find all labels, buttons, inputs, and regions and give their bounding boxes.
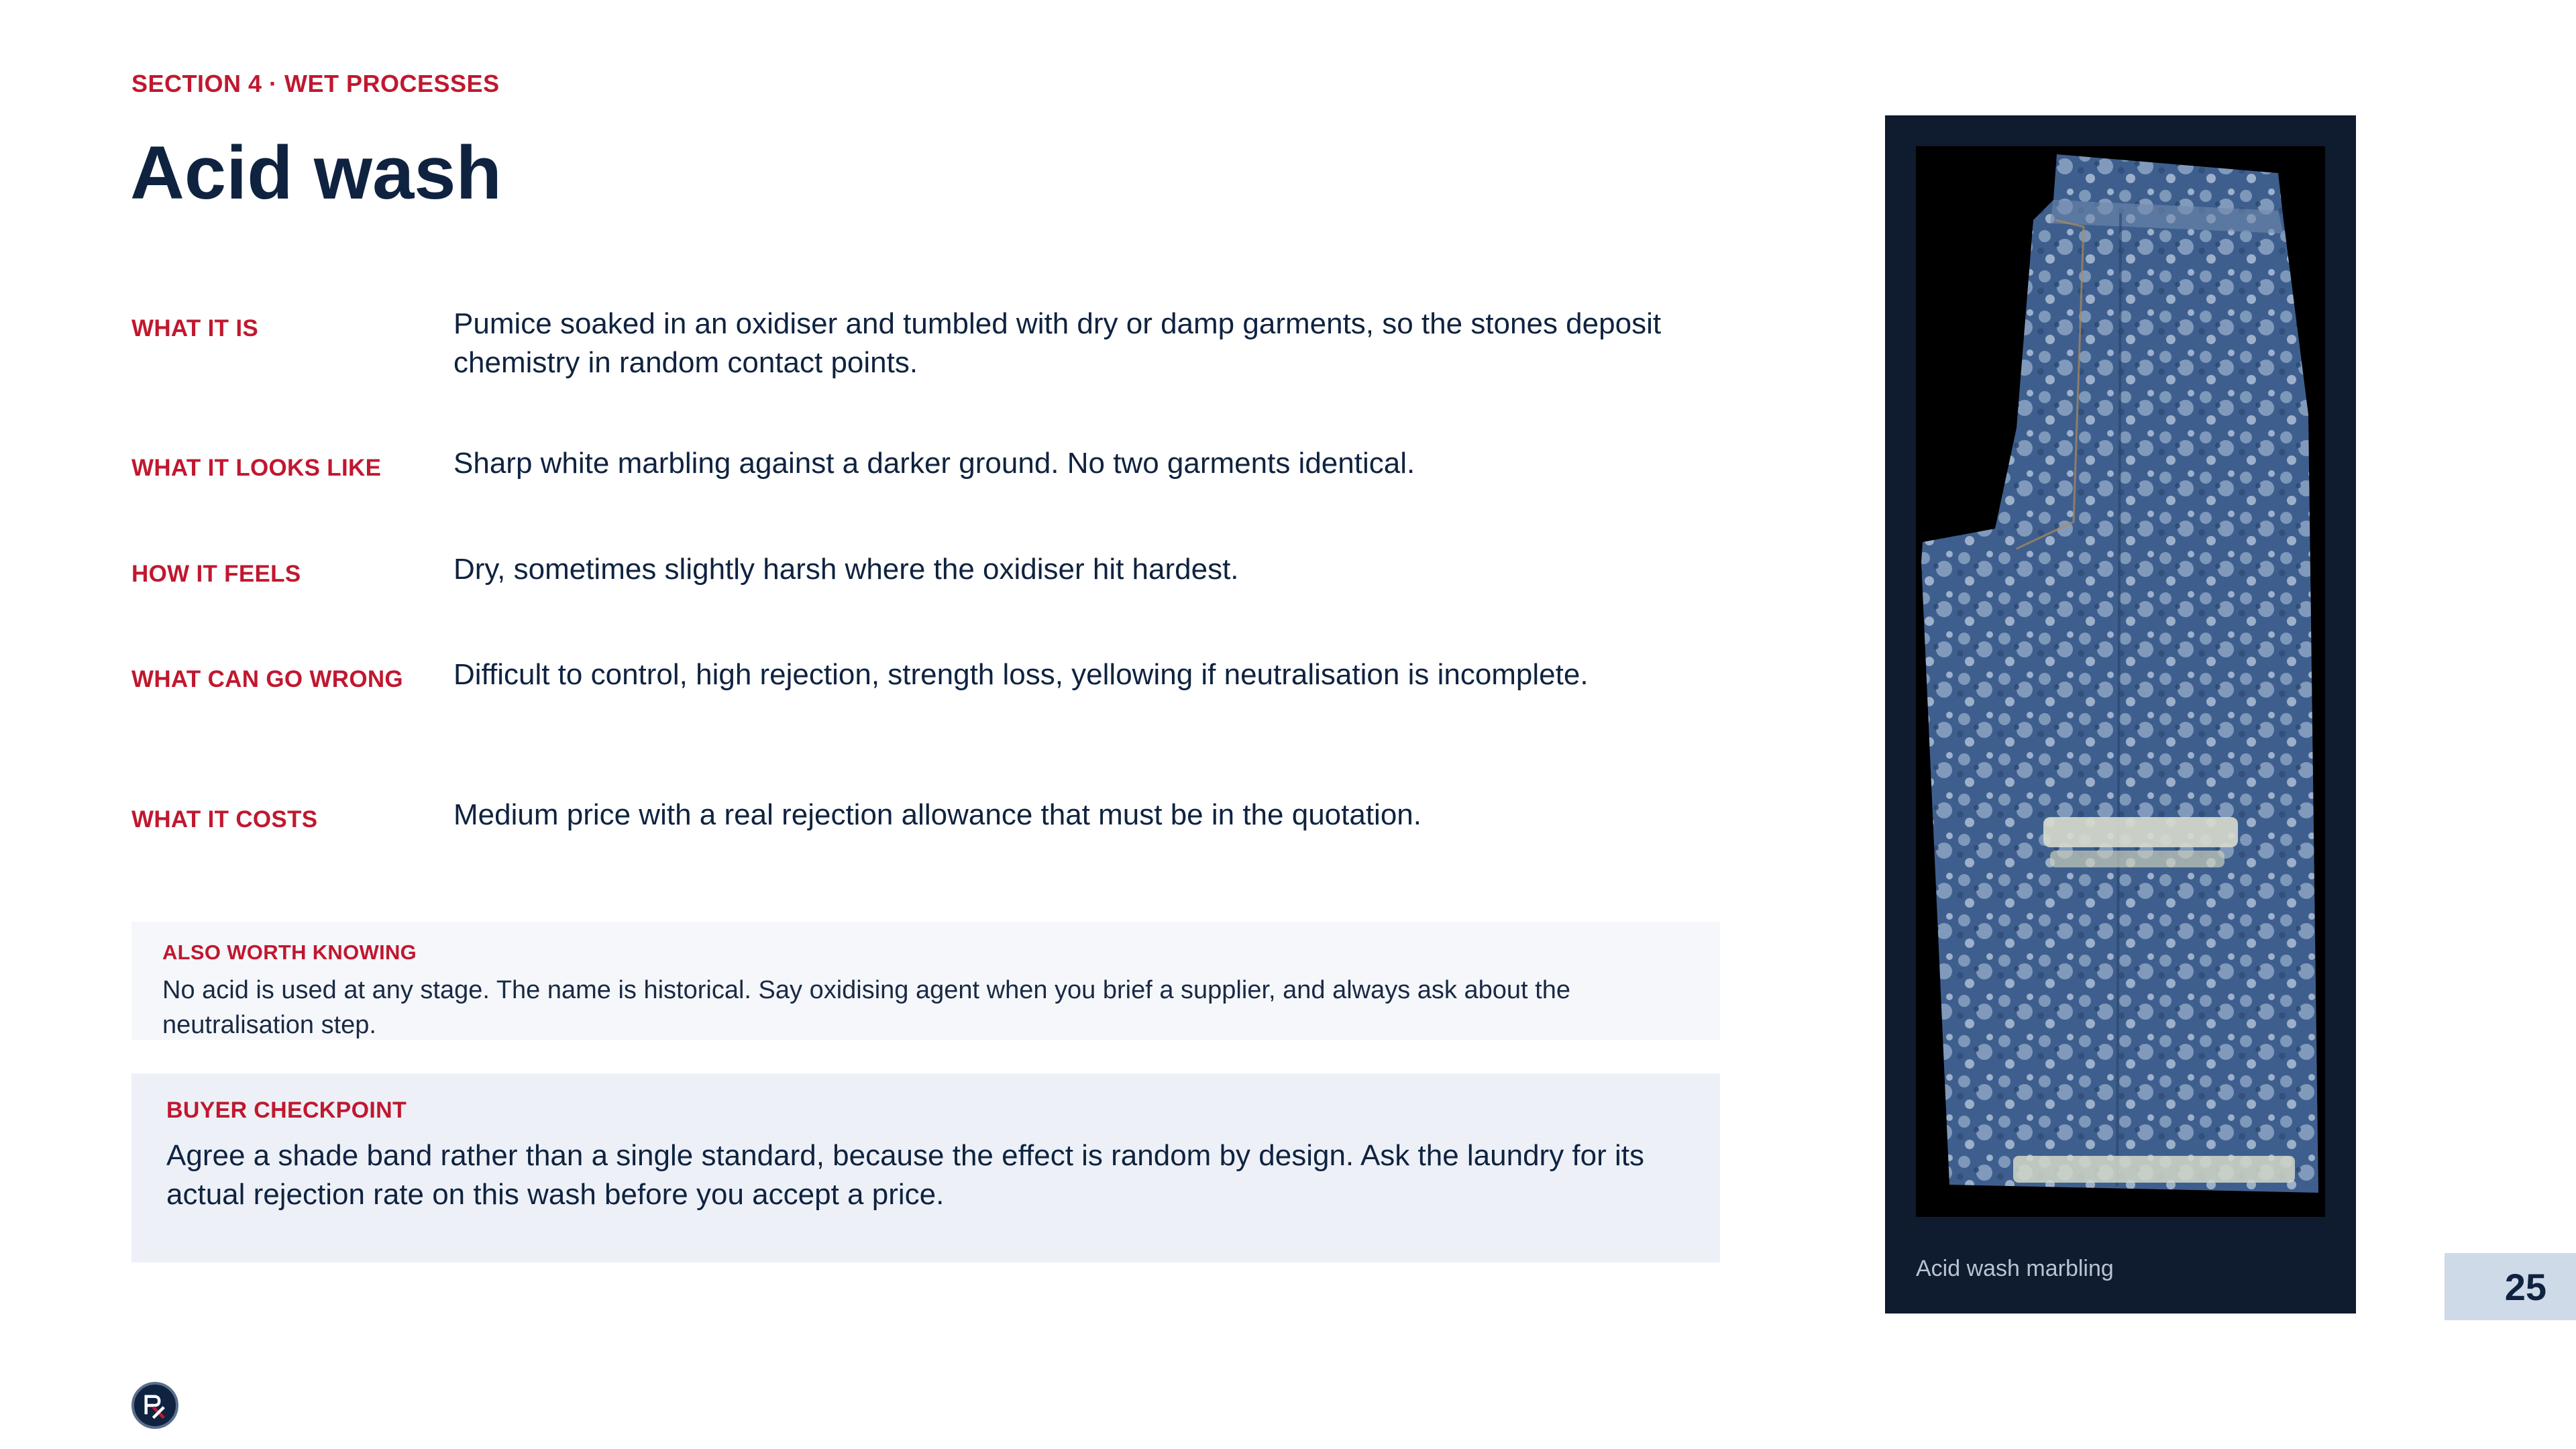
image-panel: [1885, 115, 2356, 1313]
row-text: Difficult to control, high rejection, strength loss, yellowing if neutralisation is incomplete.: [453, 658, 1589, 691]
row-text: Pumice soaked in an oxidiser and tumbled with dry or damp garments, so the stones deposit chemistry in random contact points.: [453, 307, 1662, 379]
note-text: No acid is used at any stage. The name is historical. Say oxidising agent when you brief a supplier, and always ask about the neutralisation step.: [162, 976, 1570, 1039]
row-label: WHAT IT LOOKS LIKE: [131, 455, 382, 481]
row-label: WHAT IT IS: [131, 315, 258, 341]
row-label: WHAT CAN GO WRONG: [131, 666, 403, 692]
checkpoint-title: BUYER CHECKPOINT: [166, 1097, 407, 1123]
row-text: Medium price with a real rejection allowance that must be in the quotation.: [453, 798, 1421, 831]
also-worth-knowing-box: [131, 922, 1720, 1040]
page-number-box: [2445, 1253, 2576, 1320]
row-label: HOW IT FEELS: [131, 561, 301, 587]
page-title: Acid wash: [130, 131, 502, 215]
image-caption: Acid wash marbling: [1916, 1256, 2114, 1281]
row-label: WHAT IT COSTS: [131, 806, 318, 833]
checkpoint-text: Agree a shade band rather than a single standard, because the effect is random by design. Ask the laundry for its actual rejection rate on this wash before you accept a price.: [166, 1139, 1645, 1211]
buyer-checkpoint-box: [131, 1073, 1720, 1263]
row-text: Dry, sometimes slightly harsh where the oxidiser hit hardest.: [453, 553, 1239, 586]
jeans-illustration: [1916, 146, 2325, 1217]
acid-wash-jeans-photo: [1916, 146, 2325, 1217]
section-label: SECTION 4 · WET PROCESSES: [131, 70, 500, 97]
page-number: 25: [2504, 1266, 2546, 1308]
row-text: Sharp white marbling against a darker ground. No two garments identical.: [453, 447, 1415, 480]
rx-logo-icon: [131, 1382, 178, 1429]
note-title: ALSO WORTH KNOWING: [162, 941, 417, 964]
